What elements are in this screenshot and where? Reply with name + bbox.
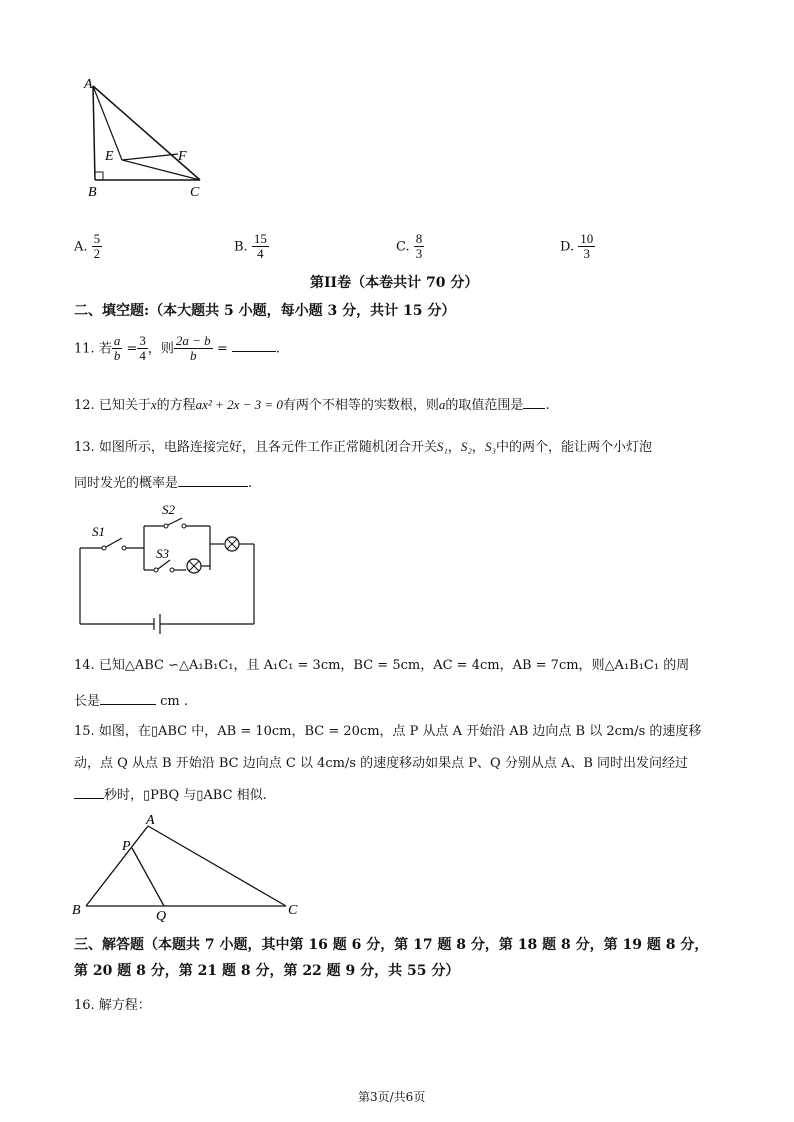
option-letter: C. [396,239,410,255]
triangle-abc-ef-figure [80,74,220,202]
label-e: E [105,149,114,164]
label-s3: S3 [156,546,169,561]
option-fraction: $\frac{5}{2}$ [93,231,101,262]
option-a [74,232,102,262]
section3-title: 三、解答题（本题共 7 小题，其中第 16 题 6 分，第 17 题 8 分，第 18 题 8 分，第 19 题 8 分， [74,937,709,953]
page-footer: 第3页/共6页 [358,1090,426,1104]
question-16: 16. 解方程： [74,998,151,1013]
label-a: A [84,77,93,92]
answer-blank-13[interactable] [178,486,248,487]
option-letter: D. [560,239,575,255]
answer-blank-11[interactable] [232,351,276,352]
option-fraction: $\frac{10}{3}$ [580,231,594,262]
option-fraction: $\frac{15}{4}$ [253,231,267,262]
label-s2: S2 [162,502,175,517]
label-c: C [190,185,200,200]
label-a: A [146,813,155,828]
question-15-line2: 动，点 Q 从点 B 开始沿 BC 边向点 C 以 4cm/s 的速度移动如果点 P、Q 分别从点 A、B 同时出发问经过 [74,756,689,771]
question-11: 11. 若 $\frac{a}{b}$ = $\frac{3}{4}$ ，则 $\frac{2a - b}{b}$ = . [74,333,281,364]
section3-title-line2: 第 20 题 8 分，第 21 题 8 分，第 22 题 9 分，共 55 分） [74,963,460,979]
option-c [396,232,424,262]
question-14: 14. 已知△ABC ∽△A₁B₁C₁，且 A₁C₁ = 3cm，BC = 5cm，AC = 4cm，AB = 7cm，则△A₁B₁C₁ 的周 [74,658,690,673]
volume-title: 第II卷（本卷共计 70 分） [310,275,479,291]
answer-blank-14[interactable] [100,704,156,705]
question-14-line2: 长是 cm . [74,694,189,709]
option-b [234,232,269,262]
question-13: 13. 如图所示，电路连接完好，且各元件工作正常随机闭合开关S₁，S₂，S₃中的两个，能让两个小灯泡 [74,439,652,455]
section2-title: 二、填空题:（本大题共 5 小题，每小题 3 分，共计 15 分） [74,303,456,319]
label-c: C [288,903,298,918]
answer-blank-15[interactable] [74,798,104,799]
option-fraction: $\frac{8}{3}$ [415,231,423,262]
question-15: 15. 如图，在▯ABC 中，AB = 10cm，BC = 20cm，点 P 从点 A 开始沿 AB 边向点 B 以 2cm/s 的速度移 [74,724,702,739]
circuit-figure [76,500,266,640]
option-letter: B. [234,239,248,255]
option-d [560,232,595,262]
question-12: 12. 已知关于x的方程ax² + 2x − 3 = 0有两个不相等的实数根，则a的取值范围是 . [74,397,550,413]
label-b: B [72,903,81,918]
label-b: B [88,185,97,200]
question-13-line2: 同时发光的概率是 . [74,476,253,491]
label-p: P [122,839,131,854]
option-letter: A. [74,239,88,255]
label-f: F [178,149,187,164]
triangle-pq-figure [70,810,310,922]
label-q: Q [156,909,167,922]
question-15-line3: 秒时，▯PBQ 与▯ABC 相似. [74,784,267,803]
answer-blank-12[interactable] [523,408,545,409]
label-s1: S1 [92,524,105,539]
